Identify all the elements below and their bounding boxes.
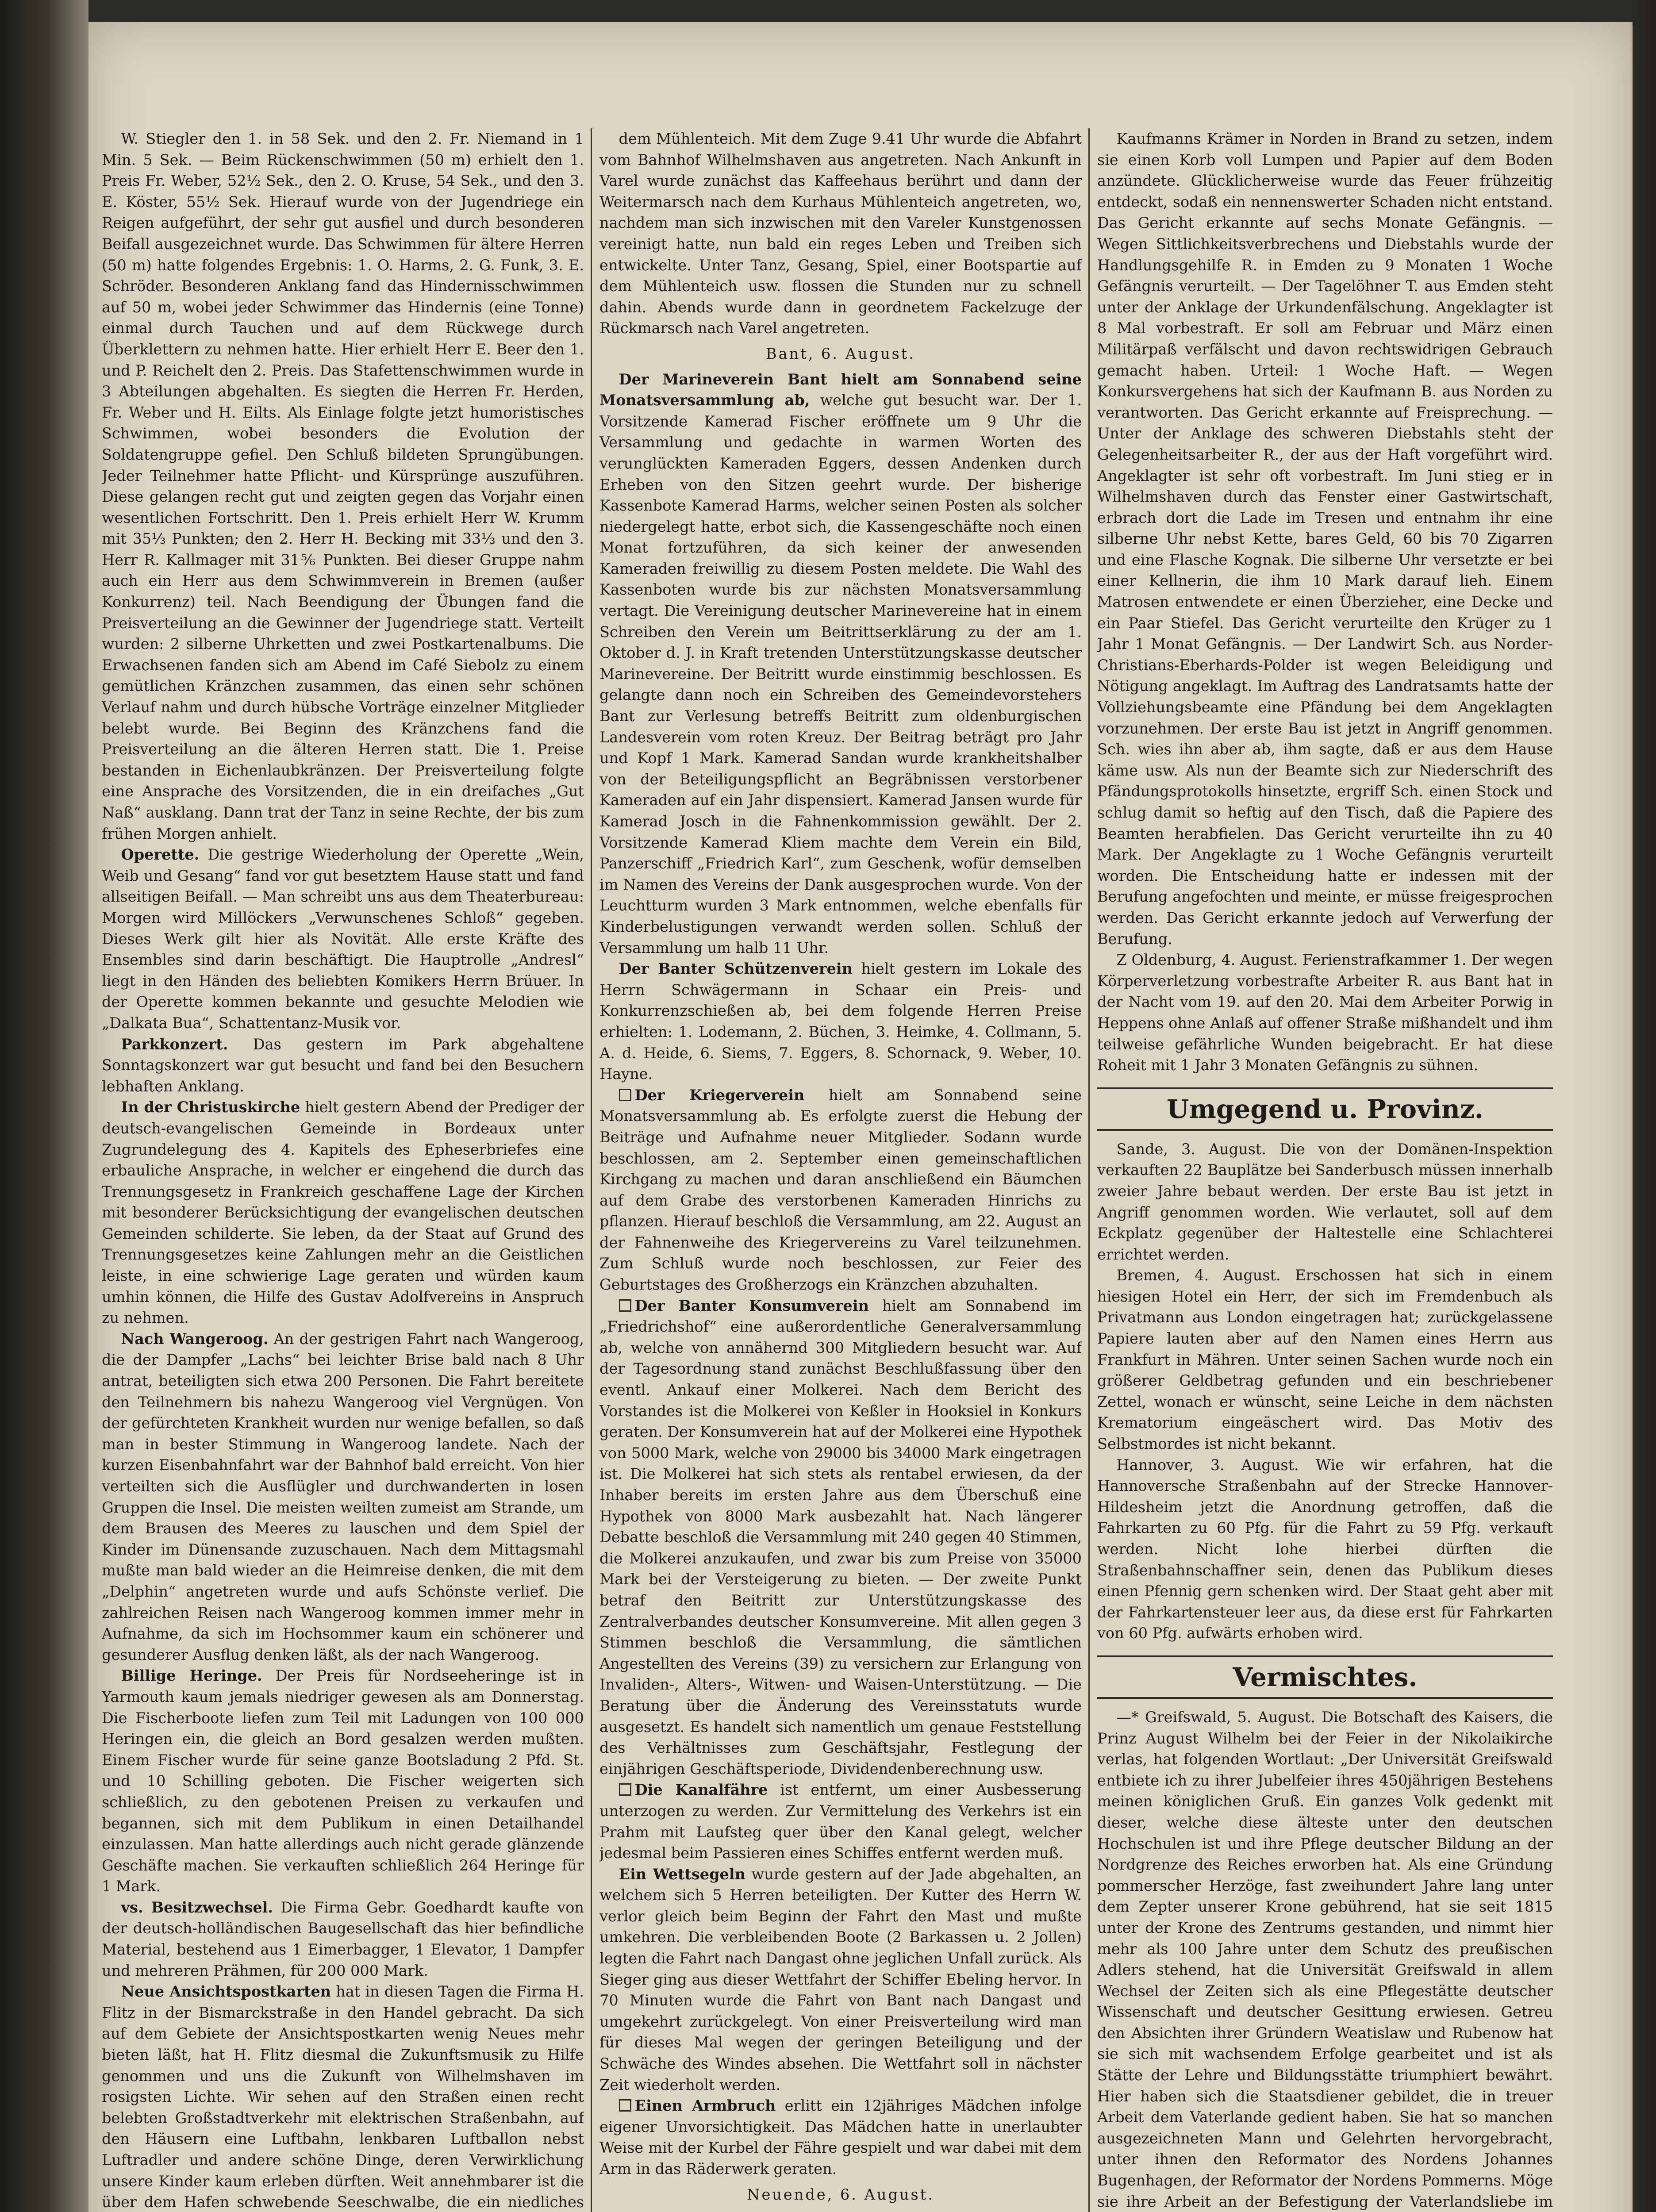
article-headline: Der Banter Schützenverein <box>619 960 853 978</box>
article-body: Die gestrige Wiederholung der Operette „Wein, Weib und Gesang“ fand vor gut besetztem Hause statt und fand allseitigen Beifall. — Man schreibt uns aus dem Theaterbureau: Morgen wird Millöckers „Verwunschenes Schloß“ gegeben. Dieses Werk gilt hier als Novität. Alle erste Kräfte des Ensembles sind darin beschäftigt. Die Hauptrolle „Andresl“ liegt in den Händen des beliebten Komikers Herrn Brüuer. In der Operette kommen bekannte und gesuchte Melodien wie „Dalkata Bua“, Schattentanz-Musik vor. <box>102 846 584 1032</box>
article-paragraph <box>1097 949 1553 1076</box>
article-headline: Der Marineverein Bant hielt am Sonnabend seine Monatsversammlung ab, <box>599 370 1082 409</box>
article-paragraph <box>599 369 1082 959</box>
article-headline: Operette. <box>121 846 200 864</box>
checkbox-mark-icon <box>619 2099 631 2112</box>
article-paragraph <box>102 1097 584 1329</box>
article-body: welche gut besucht war. Der 1. Vorsitzende Kamerad Fischer eröffnete um 9 Uhr die Versammlung und gedachte in warmen Worten des verunglückten Kameraden Eggers, dessen Andenken durch Erheben von den Sitzen geehrt wurde. Der bisherige Kassenbote Kamerad Harms, welcher seinen Posten als solcher niedergelegt hatte, erbot sich, die Kassengeschäfte noch einen Monat fortzuführen, da sich keiner der anwesenden Kameraden freiwillig zu diesem Posten meldete. Die Wahl des Kassenboten wurde bis zur nächsten Monatsversammlung vertagt. Die Vereinigung deutscher Marinevereine hat in einem Schreiben den Verein um Beitrittserklärung zu der am 1. Oktober d. J. in Kraft tretenden Unterstützungskasse deutscher Marinevereine. Der Beitritt wurde einstimmig beschlossen. Es gelangte dann noch ein Schreiben des Gemeindevorstehers Bant zur Verlesung betreffs Beitritt zum oldenburgischen Landesverein vom roten Kreuz. Der Beitrag beträgt pro Jahr und Kopf 1 Mark. Kamerad Sandan wurde krankheitshalber von der Beteiligungspflicht an Begräbnissen verstorbener Kameraden auf ein Jahr dispensiert. Kamerad Jansen wurde für Kamerad Josch in die Fahnenkommission gewählt. Der 2. Vorsitzende Kamerad Kliem machte dem Verein ein Bild, Panzerschiff „Friedrich Karl“, zum Geschenk, wofür demselben im Namen des Vereins der Dank ausgesprochen wurde. Von der Leuchtturm wurden 3 Mark entnommen, welche ebenfalls für Kinderbelustigungen verwandt werden sollen. Schluß der Versammlung um halb 11 Uhr. <box>599 392 1082 956</box>
article-paragraph <box>102 1897 584 1981</box>
section-heading: Vermischtes. <box>1097 1655 1553 1699</box>
article-body: Z Oldenburg, 4. August. Ferienstrafkammer 1. Der wegen Körperverletzung vorbestrafte Arbeiter R. aus Bant hat in der Nacht vom 19. auf den 20. Mai dem Arbeiter Porwig in Heppens ohne Anlaß auf offener Straße mißhandelt und ihm teilweise gefährliche Wunden beigebracht. Er hat diese Roheit mit 1 Jahr 3 Monaten Gefängnis zu sühnen. <box>1097 951 1553 1074</box>
article-body: hielt am Sonnabend seine Monatsversammlung ab. Es erfolgte zuerst die Hebung der Beiträge und Aufnahme neuer Mitglieder. Sodann wurde beschlossen, am 2. September einen gemeinschaftlichen Kirchgang zu machen und daran anschließend ein Bäumchen auf dem Grabe des verstorbenen Kameraden Hinrichs zu pflanzen. Hierauf beschloß die Versammlung, am 22. August an der Fahnenweihe des Kriegervereins zu Varel teilzunehmen. Zum Schluß wurde noch beschlossen, zur Feier des Geburtstages des Großherzogs ein Kränzchen abzuhalten. <box>599 1086 1082 1294</box>
article-body: dem Mühlenteich. Mit dem Zuge 9.41 Uhr wurde die Abfahrt vom Bahnhof Wilhelmshaven aus angetreten. Nach Ankunft in Varel wurde zunächst das Kaffeehaus berührt und dann der Weitermarsch nach dem Kurhaus Mühlenteich angetreten, wo, nachdem man sich inzwischen mit den Vareler Kunstgenossen vereinigt hatte, nun bald ein reges Leben und Treiben sich entwickelte. Unter Tanz, Gesang, Spiel, einer Bootspartie auf dem Mühlenteich usw. flossen die Stunden nur zu schnell dahin. Abends wurde dann in geordnetem Fackelzuge der Rückmarsch nach Varel angetreten. <box>599 130 1082 337</box>
article-body: W. Stiegler den 1. in 58 Sek. und den 2. Fr. Niemand in 1 Min. 5 Sek. — Beim Rückenschwimmen (50 m) erhielt den 1. Preis Fr. Weber, 52½ Sek., den 2. O. Kruse, 54 Sek., und den 3. E. Köster, 55½ Sek. Hierauf wurde von der Jugendriege ein Reigen aufgeführt, der sehr gut ausfiel und durch besonderen Beifall ausgezeichnet wurde. Das Schwimmen für ältere Herren (50 m) hatte folgendes Ergebnis: 1. O. Harms, 2. G. Funk, 3. E. Schröder. Besonderen Anklang fand das Hindernisschwimmen auf 50 m, wobei jeder Schwimmer das Hindernis (eine Tonne) einmal durch Tauchen und auf dem Rückwege durch Überklettern zu nehmen hatte. Hier erhielt Herr E. Beer den 1. und P. Reichelt den 2. Preis. Das Stafettenschwimmen wurde in 3 Abteilungen abgehalten. Es siegten die Herren Fr. Herden, Fr. Weber und H. Eilts. Als Einlage folgte jetzt humoristisches Schwimmen, wobei besonders die Evolution der Soldatengruppe gefiel. Den Schluß bildeten Sprungübungen. Jeder Teilnehmer hatte Pflicht- und Kürsprünge auszuführen. Diese gelangen recht gut und zeigten gegen das Vorjahr einen wesentlichen Fortschritt. Den 1. Preis erhielt Herr W. Krumm mit 35⅓ Punkten; den 2. Herr H. Becking mit 33⅓ und den 3. Herr R. Kallmager mit 31⅚ Punkten. Bei dieser Gruppe nahm auch ein Herr aus dem Schwimmverein in Bremen (außer Konkurrenz) teil. Nach Beendigung der Übungen fand die Preisverteilung an die Gewinner der Jugendriege statt. Verteilt wurden: 2 silberne Uhrketten und zwei Postkartenalbums. Die Erwachsenen fanden sich am Abend im Café Siebolz zu einem gemütlichen Kränzchen zusammen, das einen sehr schönen Verlauf nahm und durch hübsche Vorträge einzelner Mitglieder belebt wurde. Bei Beginn des Kränzchens fand die Preisverteilung an die älteren Herren statt. Die 1. Preise bestanden in Eichenlaubkränzen. Der Preisverteilung folgte eine Ansprache des Vorsitzenden, die in ein dreifaches „Gut Naß“ ausklang. Dann trat der Tanz in seine Rechte, der bis zum frühen Morgen anhielt. <box>102 130 584 842</box>
checkbox-mark-icon <box>619 1089 631 1101</box>
article-paragraph <box>102 844 584 1033</box>
article-paragraph <box>1097 1265 1553 1454</box>
article-paragraph <box>1097 1139 1553 1265</box>
column-rule <box>1088 128 1090 2212</box>
article-paragraph <box>102 1329 584 1666</box>
article-paragraph <box>599 1085 1082 1295</box>
checkbox-mark-icon <box>619 1299 631 1312</box>
article-body: Sande, 3. August. Die von der Domänen-Inspektion verkauften 22 Bauplätze bei Sanderbusch müssen innerhalb zweier Jahre bebaut werden. Der erste Bau ist jetzt in Angriff genommen worden. Wie verlautet, soll auf dem Eckplatz gegenüber der Haltestelle eine Schlachterei errichtet werden. <box>1097 1140 1553 1263</box>
article-paragraph <box>599 128 1082 339</box>
article-body: ist entfernt, um einer Ausbesserung unterzogen zu werden. Zur Vermittelung des Verkehrs ist ein Prahm mit Laufsteg quer über den Kanal gelegt, welcher jedesmal beim Passieren eines Schiffes entfernt werden muß. <box>599 1781 1082 1862</box>
article-paragraph <box>599 2209 1082 2212</box>
article-headline: Nach Wangeroog. <box>121 1330 269 1348</box>
article-paragraph <box>599 1864 1082 2096</box>
article-body: erlitt ein 12jähriges Mädchen infolge eigener Unvorsichtigkeit. Das Mädchen hatte in unerlaubter Weise mit der Kurbel der Fähre gespielt und war dabei mit dem Arm in das Räderwerk geraten. <box>599 2097 1082 2177</box>
article-body: Das gestern im Park abgehaltene Sonntagskonzert war gut besucht und fand bei den Besuchern lebhaften Anklang. <box>102 1035 584 1095</box>
article-body: hielt am Sonnabend im „Friedrichshof“ eine außerordentliche Generalversammlung ab, welche von annähernd 300 Mitgliedern besucht war. Auf der Tagesordnung stand zunächst Beschlußfassung über den eventl. Ankauf einer Molkerei. Nach dem Bericht des Vorstandes ist die Molkerei von Keßler in Hooksiel in Konkurs geraten. Der Konsumverein hat auf der Molkerei eine Hypothek von 5000 Mark, welche von 29000 bis 34000 Mark eingetragen ist. Die Molkerei hat sich stets als rentabel erwiesen, da der Inhaber bereits im ersten Jahre aus dem Überschuß eine Hypothek von 8000 Mark ausbezahlt hat. Nach längerer Debatte beschloß die Versammlung mit 240 gegen 40 Stimmen, die Molkerei anzukaufen, und zwar bis zum Preise von 35000 Mark bei der Versteigerung zu bieten. — Der zweite Punkt betraf den Beitritt zur Unterstützungskasse des Zentralverbandes deutscher Konsumvereine. Mit allen gegen 3 Stimmen beschloß die Versammlung, die sämtlichen Angestellten des Vereins (39) zu versichern zur Erlangung von Invaliden-, Alters-, Witwen- und Waisen-Unterstützung. — Die Beratung über die Änderung des Vereinsstatuts wurde ausgesetzt. Es handelt sich namentlich um genaue Feststellung des Verhältnisses zum Geschäftsjahr, Festlegung der einjährigen Geschäftsperiode, Dividendenberechnung usw. <box>599 1297 1082 1778</box>
article-paragraph <box>599 1295 1082 1780</box>
article-body: hielt gestern Abend der Prediger der deutsch-evangelischen Gemeinde in Bordeaux unter Zugrundelegung des 4. Kapitels des Epheserbriefes eine erbauliche Ansprache, in welcher er eingehend die durch das Trennungsgesetz in Frankreich geschaffene Lage der Kirchen mit besonderer Berücksichtigung der evangelischen deutschen Gemeinden schilderte. Sie leben, da der Staat auf Grund des Trennungsgesetzes keine Zahlungen mehr an die Geistlichen leiste, in eine schwierige Lage geraten und würden kaum umhin können, die Hilfe des Gustav Adolfvereins in Anspruch zu nehmen. <box>102 1098 584 1327</box>
article-body: —* Greifswald, 5. August. Die Botschaft des Kaisers, die Prinz August Wilhelm bei der Feier in der Nikolaikirche verlas, hat folgenden Wortlaut: „Der Universität Greifswald entbiete ich zu ihrer Jubelfeier ihres 450jährigen Bestehens meinen königlichen Gruß. Ein ganzes Volk gedenkt mit dieser, welche diese älteste unter den deutschen Hochschulen ist und ihre Pflege deutscher Bildung an der Nordgrenze des Reiches erworben hat. Als eine Gründung pommerscher Herzöge, fast zweihundert Jahre lang unter dem Zepter unserer Krone gebührend, hat sie seit 1815 unter der Krone des Zentrums gestanden, und nimmt hier mehr als 100 Jahre unter dem Schutz des preußischen Adlers stehend, hat die Universität Greifswald in allem Wechsel der Zeiten sich als eine Pflegestätte deutscher Wissenschaft und deutscher Gesittung erwiesen. Getreu den Absichten ihrer Gründern Weatislaw und Rubenow hat sie sich mit wachsendem Erfolge gearbeitet und ist als Stätte der Lehre und Bildungsstätte triumphiert bewährt. Hier haben sich die Staatsdiener gebildet, die in treuer Arbeit dem Vaterlande gedient haben. Sie hat so manchen ausgezeichneten Mann und Gelehrten hervorgebracht, unter ihnen den Reformator des Nordens Johannes Bugenhagen, der Reformator der Nordens Pommerns. Möge sie ihre Arbeit an der Befestigung der Vaterlandsliebe im <box>1097 1708 1553 2210</box>
article-paragraph <box>1097 1707 1553 2212</box>
article-headline: Der Banter Konsumverein <box>634 1297 869 1314</box>
book-binding <box>0 0 88 2212</box>
section-heading: Umgegend u. Provinz. <box>1097 1087 1553 1131</box>
article-body: Die Firma Gebr. Goedhardt kaufte von der deutsch-holländischen Baugesellschaft das hier befindliche Material, bestehend aus 1 Eimerbagger, 1 Elevator, 1 Dampfer und mehreren Prähmen, für 200 000 Mark. <box>102 1898 584 1979</box>
article-body: Kaufmanns Krämer in Norden in Brand zu setzen, indem sie einen Korb voll Lumpen und Papier auf dem Boden anzündete. Glücklicherweise wurde das Feuer frühzeitig entdeckt, sodaß ein nennenswerter Schaden nicht entstand. Das Gericht erkannte auf sechs Monate Gefängnis. — Wegen Sittlichkeitsverbrechens und Diebstahls wurde der Handlungsgehilfe R. in Emden zu 9 Monaten 1 Woche Gefängnis verurteilt. — Der Tagelöhner T. aus Emden steht unter der Anklage der Urkundenfälschung. Angeklagter ist 8 Mal vorbestraft. Er soll am Februar und März einen Militärpaß verfälscht und davon rechtswidrigen Gebrauch gemacht haben. Urteil: 1 Woche Haft. — Wegen Konkursvergehens hat sich der Kaufmann B. aus Norden zu verantworten. Das Gericht erkannte auf Freisprechung. — Unter der Anklage des schweren Diebstahls steht der Gelegenheitsarbeiter R., der aus der Haft vorgeführt wird. Angeklagter ist sehr oft vorbestraft. Im Juni stieg er in Wilhelmshaven durch das Fenster einer Gastwirtschaft, erbrach dort die Lade im Tresen und entnahm ihr eine silberne Uhr nebst Kette, bares Geld, 60 bis 70 Zigarren und eine Flasche Kognak. Die silberne Uhr versetzte er bei einer Kellnerin, die ihm 10 Mark darauf lieh. Einem Matrosen entwendete er einen Überzieher, eine Decke und ein Paar Stiefel. Das Gericht verurteilte den Krüger zu 1 Jahr 1 Monat Gefängnis. — Der Landwirt Sch. aus Norder-Christians-Eberhards-Polder ist wegen Beleidigung und Nötigung angeklagt. Im Auftrag des Landratsamts hatte der Vollziehungsbeamte eine Pfändung bei dem Angeklagten vorzunehmen. Der erste Bau ist jetzt in Angriff genommen. Sch. wies ihn aber ab, ihm sagte, daß er aus dem Hause käme usw. Als nun der Beamte sich zur Niederschrift des Pfändungsprotokolls hinsetzte, ergriff Sch. einen Stock und schlug damit so heftig auf den Tisch, daß die Papiere des Beamten herabfielen. Das Gericht verurteilte ihn zu 40 Mark. Der Angeklagte zu 1 Woche Gefängnis verurteilt worden. Die Entscheidung hatte er indessen mit der Berufung angefochten und meinte, er müsse freigesprochen werden. Das Gericht erkannte jedoch auf Verwerfung der Berufung. <box>1097 130 1553 948</box>
column-3 <box>1097 128 1553 2212</box>
article-headline: Der Kriegerverein <box>634 1086 805 1104</box>
article-paragraph <box>102 1034 584 1097</box>
article-headline: Billige Heringe. <box>121 1667 262 1685</box>
article-paragraph <box>599 1779 1082 1863</box>
article-paragraph <box>102 1665 584 1897</box>
column-1 <box>102 128 584 2212</box>
article-paragraph <box>102 128 584 844</box>
article-headline: In der Christuskirche <box>121 1098 300 1116</box>
article-headline: Die Kanalfähre <box>634 1781 768 1799</box>
article-body: An der gestrigen Fahrt nach Wangeroog, die der Dampfer „Lachs“ bei leichter Brise bald nach 8 Uhr antrat, beteiligten sich etwa 200 Personen. Die Fahrt bereitete den Teilnehmern bis nahezu Wangeroog viel Vergnügen. Von der gefürchteten Krankheit wurden nur wenige befallen, so daß man in bester Stimmung in Wangeroog landete. Nach der kurzen Eisenbahnfahrt war der Bahnhof bald erreicht. Von hier verteilten sich die Ausflügler und durchwanderten in losen Gruppen die Insel. Die meisten weilten zumeist am Strande, um dem Brausen des Meeres zu lauschen und dem Spiel der Kinder im Dünensande zuzuschauen. Nach dem Mittagsmahl mußte man bald wieder an die Heimreise denken, die mit dem „Delphin“ angetreten wurde und aufs Schönste verlief. Die zahlreichen Reisen nach Wangeroog kommen immer mehr in Aufnahme, da sich im Hochsommer kaum ein schönerer und gesunderer Ausflug denken läßt, als der nach Wangeroog. <box>102 1330 584 1663</box>
article-headline: vs. Besitzwechsel. <box>121 1898 273 1916</box>
checkbox-mark-icon <box>619 1783 631 1796</box>
column-rule <box>591 128 592 2212</box>
column-2 <box>599 128 1082 2212</box>
article-paragraph <box>102 1981 584 2212</box>
article-body: hielt gestern im Lokale des Herrn Schwägermann in Schaar ein Preis- und Konkurrenzschießen ab, bei dem folgende Herren Preise erhielten: 1. Lodemann, 2. Büchen, 3. Heimke, 4. Collmann, 5. A. d. Heide, 6. Siems, 7. Eggers, 8. Schornack, 9. Weber, 10. Hayne. <box>599 960 1082 1083</box>
article-body: hat in diesen Tagen die Firma H. Flitz in der Bismarckstraße in den Handel gebracht. Da sich auf dem Gebiete der Ansichtspostkarten wenig Neues mehr bieten läßt, hat H. Flitz diesmal die Zukunftsmusik zu Hilfe genommen und uns die Zukunft von Wilhelmshaven im rosigsten Lichte. Wir sehen auf den Straßen einen recht belebten Großstadtverkehr mit elektrischen Straßenbahn, auf den Häusern eine Luftbahn, lenkbaren Luftballon nebst Luftradler und andere schöne Dinge, deren Verwirklichung unsere Kinder kaum erleben dürften. Weit annehmbarer ist die über dem Hafen schwebende Seeschwalbe, die ein niedliches <box>102 1983 584 2211</box>
article-headline: Neue Ansichtspostkarten <box>121 1983 331 2001</box>
article-headline: Parkkonzert. <box>121 1035 228 1053</box>
dateline: Bant, 6. August. <box>766 345 915 362</box>
article-paragraph <box>599 2095 1082 2179</box>
page-edge-shadow <box>1629 0 1656 2212</box>
article-headline: Einen Armbruch <box>634 2097 776 2115</box>
article-paragraph <box>1097 128 1553 949</box>
article-body: Der Preis für Nordseeheringe ist in Yarmouth kaum jemals niedriger gewesen als am Donnerstag. Die Fischerboote liefen zum Teil mit Ladungen von 100 000 Heringen ein, die gleich an Bord gesalzen werden mußten. Einem Fischer wurde für seine ganze Bootsladung 2 Pfd. St. und 10 Schilling geboten. Die Fischer weigerten sich schließlich, zu den gebotenen Preisen zu verkaufen und begannen, sich mit dem Publikum in einen Detailhandel einzulassen. Man hatte allerdings auch nicht gerade glänzende Geschäfte machen. Sie verkauften schließlich 264 Heringe für 1 Mark. <box>102 1667 584 1895</box>
article-headline: Ein Wettsegeln <box>619 1865 745 1883</box>
article-paragraph <box>1097 1455 1553 1644</box>
article-body: wurde gestern auf der Jade abgehalten, an welchem sich 5 Herren beteiligten. Der Kutter des Herrn W. verlor gleich beim Beginn der Fahrt den Mast und mußte umkehren. Die verbleibenden Boote (2 Barkassen u. 2 Jollen) legten die Fahrt nach Dangast ohne jeglichen Unfall zurück. Als Sieger ging aus dieser Wettfahrt der Schiffer Ebeling hervor. In 70 Minuten wurde die Fahrt von Bant nach Dangast und umgekehrt zurückgelegt. Von einer Preisverteilung wird man für dieses Mal wegen der geringen Beteiligung und der Schwäche des Windes absehen. Die Wettfahrt soll in nächster Zeit wiederholt werden. <box>599 1865 1082 2093</box>
article-paragraph <box>599 958 1082 1085</box>
article-body: Hannover, 3. August. Wie wir erfahren, hat die Hannoversche Straßenbahn auf der Strecke Hannover-Hildesheim jetzt die Anordnung getroffen, daß die Fahrkarten zu 60 Pfg. für die Fahrt zu 59 Pfg. verkauft werden. Nicht lohe hierbei dürften die Straßenbahnschaffner sein, denen das Publikum dieses einen Pfennig gern schenken wird. Der Staat geht aber mit der Fahrkartensteuer leer aus, da diese erst für Fahrkarten von 60 Pfg. aufwärts erhoben wird. <box>1097 1456 1553 1642</box>
article-body: Bremen, 4. August. Erschossen hat sich in einem hiesigen Hotel ein Herr, der sich im Fremdenbuch als Privatmann aus London eingetragen hat; zurückgelassene Papiere lauten aber auf den Namen eines Herrn aus Frankfurt in Mähren. Unter seinen Sachen wurde noch ein größerer Geldbetrag gefunden und ein beschriebener Zettel, wonach er wünscht, seine Leiche in dem nächsten Krematorium eingeäschert wird. Das Motiv des Selbstmordes ist nicht bekannt. <box>1097 1267 1553 1453</box>
dateline: Neuende, 6. August. <box>747 2185 934 2203</box>
